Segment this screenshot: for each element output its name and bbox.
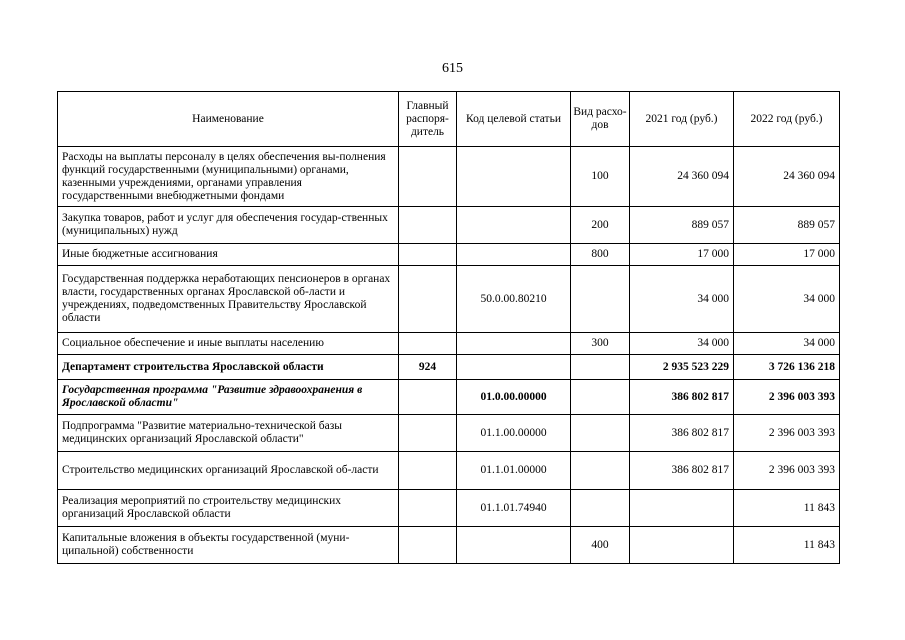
row-amount-2022: 2 396 003 393 bbox=[734, 380, 840, 415]
table-row bbox=[58, 147, 840, 207]
row-amount-2021: 386 802 817 bbox=[630, 452, 734, 490]
row-expense-type: 800 bbox=[571, 244, 630, 266]
row-amount-2022: 2 396 003 393 bbox=[734, 415, 840, 452]
table-row bbox=[58, 333, 840, 355]
row-manager bbox=[399, 452, 457, 490]
row-expense-type bbox=[571, 490, 630, 527]
row-code: 01.0.00.00000 bbox=[457, 380, 571, 415]
row-code bbox=[457, 244, 571, 266]
row-code: 01.1.01.00000 bbox=[457, 452, 571, 490]
row-amount-2021: 34 000 bbox=[630, 333, 734, 355]
table-row bbox=[58, 244, 840, 266]
row-expense-type bbox=[571, 266, 630, 333]
row-name: Государственная поддержка неработающих пенсионеров в органах власти, государственных органах Ярославской об-ласти и учреждениях, подведомственных Правительству Ярославской области bbox=[58, 266, 399, 333]
row-code: 50.0.00.80210 bbox=[457, 266, 571, 333]
row-amount-2021: 24 360 094 bbox=[630, 147, 734, 207]
row-manager bbox=[399, 415, 457, 452]
row-amount-2021: 34 000 bbox=[630, 266, 734, 333]
row-amount-2021 bbox=[630, 527, 734, 564]
row-expense-type bbox=[571, 452, 630, 490]
row-amount-2022: 24 360 094 bbox=[734, 147, 840, 207]
row-amount-2021: 386 802 817 bbox=[630, 380, 734, 415]
row-name: Подпрограмма "Развитие материально-технической базы медицинских организаций Ярославской области" bbox=[58, 415, 399, 452]
row-name: Капитальные вложения в объекты государственной (муни-ципальной) собственности bbox=[58, 527, 399, 564]
row-manager bbox=[399, 207, 457, 244]
row-name: Государственная программа "Развитие здравоохранения в Ярославской области" bbox=[58, 380, 399, 415]
table-row bbox=[58, 266, 840, 333]
row-expense-type bbox=[571, 380, 630, 415]
row-code bbox=[457, 355, 571, 380]
row-manager bbox=[399, 266, 457, 333]
row-amount-2022: 3 726 136 218 bbox=[734, 355, 840, 380]
row-name: Департамент строительства Ярославской области bbox=[58, 355, 399, 380]
table-row bbox=[58, 355, 840, 380]
row-name: Расходы на выплаты персоналу в целях обеспечения вы-полнения функций государственными (муниципальными) органами, казенными учреждениями, органами управления государственными внебюджетными фондами bbox=[58, 147, 399, 207]
row-manager bbox=[399, 380, 457, 415]
table-row bbox=[58, 527, 840, 564]
row-manager bbox=[399, 244, 457, 266]
row-name: Закупка товаров, работ и услуг для обеспечения государ-ственных (муниципальных) нужд bbox=[58, 207, 399, 244]
row-expense-type: 400 bbox=[571, 527, 630, 564]
row-amount-2022: 11 843 bbox=[734, 490, 840, 527]
row-amount-2022: 34 000 bbox=[734, 333, 840, 355]
row-name: Строительство медицинских организаций Ярославской об-ласти bbox=[58, 452, 399, 490]
row-manager bbox=[399, 333, 457, 355]
table-row bbox=[58, 490, 840, 527]
row-amount-2022: 2 396 003 393 bbox=[734, 452, 840, 490]
row-name: Социальное обеспечение и иные выплаты населению bbox=[58, 333, 399, 355]
table-row bbox=[58, 207, 840, 244]
table-row bbox=[58, 415, 840, 452]
row-amount-2022: 34 000 bbox=[734, 266, 840, 333]
header-2022: 2022 год (руб.) bbox=[734, 92, 840, 147]
header-2021: 2021 год (руб.) bbox=[630, 92, 734, 147]
row-name: Иные бюджетные ассигнования bbox=[58, 244, 399, 266]
row-amount-2021: 2 935 523 229 bbox=[630, 355, 734, 380]
row-amount-2021 bbox=[630, 490, 734, 527]
row-manager bbox=[399, 490, 457, 527]
table-header-row bbox=[58, 92, 840, 147]
row-code bbox=[457, 207, 571, 244]
header-code: Код целевой статьи bbox=[457, 92, 571, 147]
row-amount-2021: 386 802 817 bbox=[630, 415, 734, 452]
table-row bbox=[58, 380, 840, 415]
row-amount-2022: 11 843 bbox=[734, 527, 840, 564]
header-expense-type: Вид расхо-дов bbox=[571, 92, 630, 147]
row-code: 01.1.01.74940 bbox=[457, 490, 571, 527]
row-manager bbox=[399, 147, 457, 207]
page-number: 615 bbox=[442, 61, 463, 76]
table-row bbox=[58, 452, 840, 490]
row-amount-2021: 17 000 bbox=[630, 244, 734, 266]
row-expense-type: 300 bbox=[571, 333, 630, 355]
row-code bbox=[457, 333, 571, 355]
row-name: Реализация мероприятий по строительству медицинских организаций Ярославской области bbox=[58, 490, 399, 527]
row-code: 01.1.00.00000 bbox=[457, 415, 571, 452]
row-amount-2022: 17 000 bbox=[734, 244, 840, 266]
row-manager bbox=[399, 527, 457, 564]
row-manager: 924 bbox=[399, 355, 457, 380]
header-manager: Главный распоря-дитель bbox=[399, 92, 457, 147]
budget-table bbox=[57, 91, 840, 564]
row-amount-2022: 889 057 bbox=[734, 207, 840, 244]
header-name: Наименование bbox=[58, 92, 399, 147]
row-expense-type: 200 bbox=[571, 207, 630, 244]
row-amount-2021: 889 057 bbox=[630, 207, 734, 244]
row-expense-type bbox=[571, 355, 630, 380]
row-expense-type bbox=[571, 415, 630, 452]
row-code bbox=[457, 147, 571, 207]
row-code bbox=[457, 527, 571, 564]
row-expense-type: 100 bbox=[571, 147, 630, 207]
